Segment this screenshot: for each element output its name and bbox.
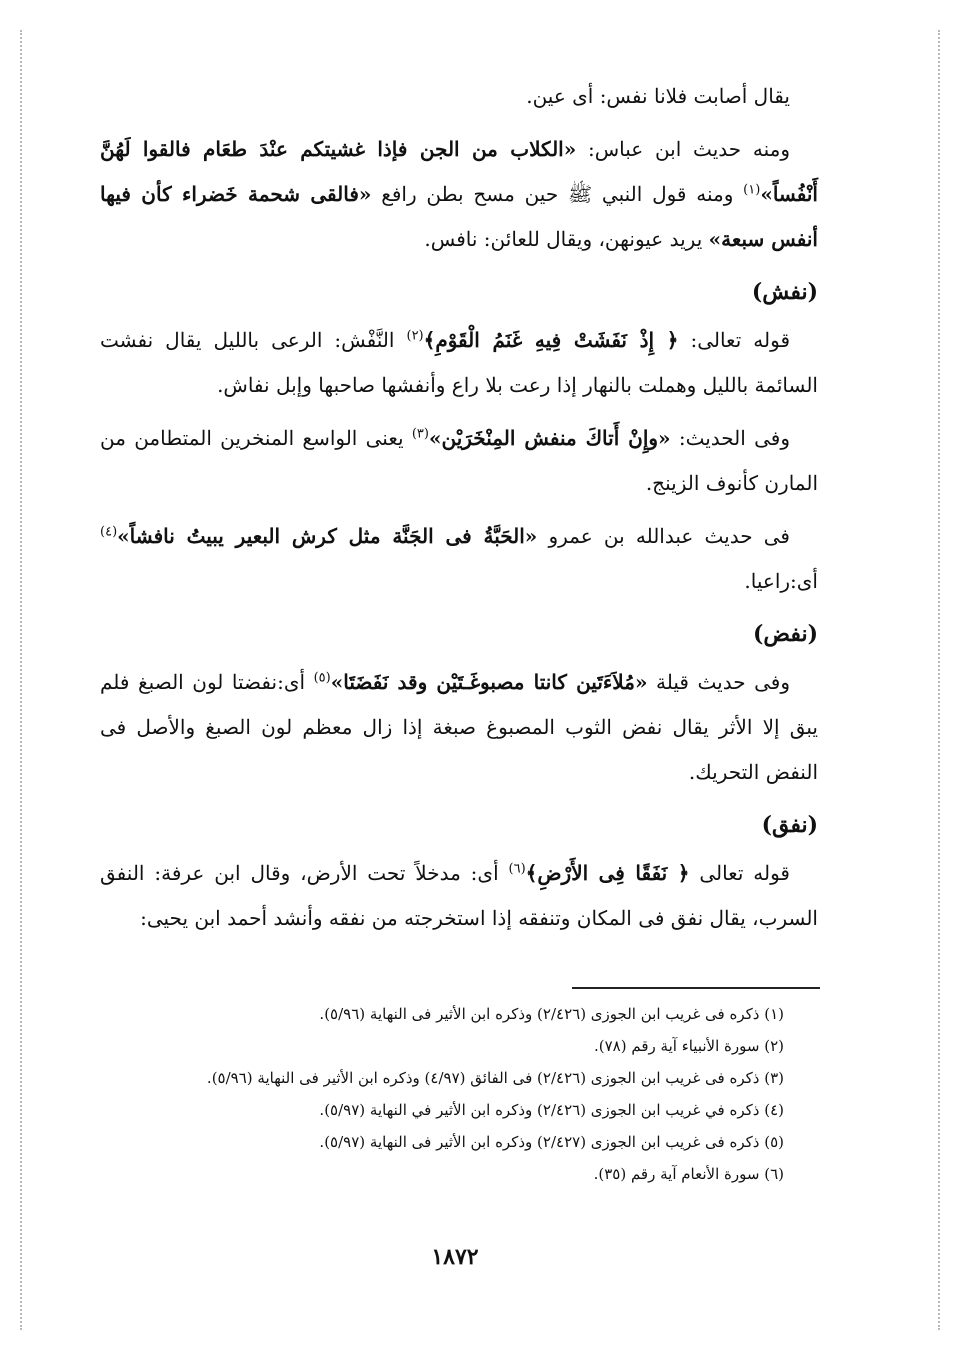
- p7-quote: ﴿ نَفَقًا فِى الأَرْضِ﴾: [525, 861, 690, 885]
- p6-quote: «مُلاَءَتَين كانتا مصبوغَـتَيْن وقد نَفَضَتَا»: [330, 670, 648, 694]
- paragraph-4: [100, 416, 818, 506]
- p2-quote-2: «فالقى شحمة خَضراء كأن فيها أنفس سبعة»: [100, 182, 818, 251]
- p7-lead: قوله تعالى: [689, 861, 790, 885]
- page-number: ١٨٧٢: [431, 1244, 479, 1270]
- footnote-4: (٤) ذكره في غريب ابن الجوزى (٢/٤٢٦) وذكره ابن الأثير في النهاية (٥/٩٧).: [319, 1101, 784, 1119]
- paragraph-5: [100, 514, 818, 604]
- footnote-ref-5: (٥): [313, 670, 331, 686]
- footnote-6: (٦) سورة الأنعام آية رقم (٣٥).: [593, 1165, 784, 1183]
- footnote-2: (٢) سورة الأنبياء آية رقم (٧٨).: [594, 1037, 784, 1055]
- footnote-ref-3: (٣): [411, 426, 429, 442]
- footnote-ref-2: (٢): [406, 328, 424, 344]
- footnotes: [100, 998, 812, 1190]
- p5-quote: «الحَبَّةُ فى الجَنَّة مثل كرش البعير يبيتُ نافشاً»: [117, 524, 538, 548]
- paragraph-2: [100, 127, 818, 262]
- heading-nafad: (نفض): [752, 621, 818, 647]
- p7-tail: أى: مدخلاً تحت الأرض، وقال ابن عرفة: النفق السرب، يقال نفق فى المكان وتنفقه إذا استخرجته من نفقه وأنشد أحمد ابن يحيى:: [100, 861, 818, 930]
- paragraph-6: [100, 660, 818, 795]
- p3-tail: النَّفْش: الرعى بالليل يقال نفشت السائمة بالليل وهملت بالنهار إذا رعت بلا راع وأنفشها صاحبها وإبل نفاش.: [100, 328, 818, 397]
- p4-lead: وفى الحديث:: [670, 426, 790, 450]
- heading-nafash: (نفش): [751, 279, 818, 305]
- paragraph-1: يقال أصابت فلانا نفس: أى عين.: [526, 84, 790, 108]
- paragraph-7: [100, 851, 818, 941]
- p4-tail: يعنى الواسع المنخرين المتطامن من المارن كأنوف الزينج.: [100, 426, 818, 495]
- p2-tail: يريد عيونهن، ويقال للعائن: نافس.: [424, 227, 709, 251]
- p2-lead: ومنه حديث ابن عباس:: [576, 137, 790, 161]
- p4-quote: «وإِنْ أَتاكَ منفش المِنْخَرَيْن»: [428, 426, 671, 450]
- main-text: [100, 74, 818, 949]
- footnote-separator: [572, 987, 820, 989]
- right-dotted-margin: [938, 30, 940, 1330]
- footnote-1: (١) ذكره فى غريب ابن الجوزى (٢/٤٢٦) وذكره ابن الأثير فى النهاية (٥/٩٦).: [319, 1005, 784, 1023]
- left-dotted-margin: [20, 30, 22, 1330]
- p6-tail: أى:نفضتا لون الصبغ فلم يبق إلا الأثر يقال نفض الثوب المصبوغ صبغة إذا زال معظم لون الصبغ والأصل فى النفض التحريك.: [100, 670, 818, 784]
- p5-lead: فى حديث عبدالله بن عمرو: [537, 524, 790, 548]
- footnote-ref-6: (٦): [508, 861, 526, 877]
- footnote-3: (٣) ذكره فى غريب ابن الجوزى (٢/٤٢٦) فى الفائق (٤/٩٧) وذكره ابن الأثير فى النهاية (٥/٩٦).: [206, 1069, 784, 1087]
- p6-lead: وفى حديث قيلة: [647, 670, 790, 694]
- heading-nafaq: (نفق): [761, 812, 818, 838]
- p5-tail: أى:راعيا.: [744, 569, 818, 593]
- p2-mid: ومنه قول النبي ﷺ حين مسح بطن رافع: [371, 182, 744, 206]
- footnote-5: (٥) ذكره فى غريب ابن الجوزى (٢/٤٢٧) وذكره ابن الأثير فى النهاية (٥/٩٧).: [319, 1133, 784, 1151]
- p2-quote-1: «الكلاب من الجن فإذا غشيتكم عنْدَ طعَام فالقوا لَهُنَّ أَنْفُساً»: [100, 137, 818, 206]
- footnote-ref-4: (٤): [100, 524, 118, 540]
- p3-lead: قوله تعالى:: [678, 328, 791, 352]
- footnote-ref-1: (١): [743, 182, 761, 198]
- p3-quote: ﴿ إِذْ نَفَشَتْ فِيهِ غَنَمُ الْقَوْمِ﴾: [423, 328, 679, 352]
- paragraph-3: [100, 318, 818, 408]
